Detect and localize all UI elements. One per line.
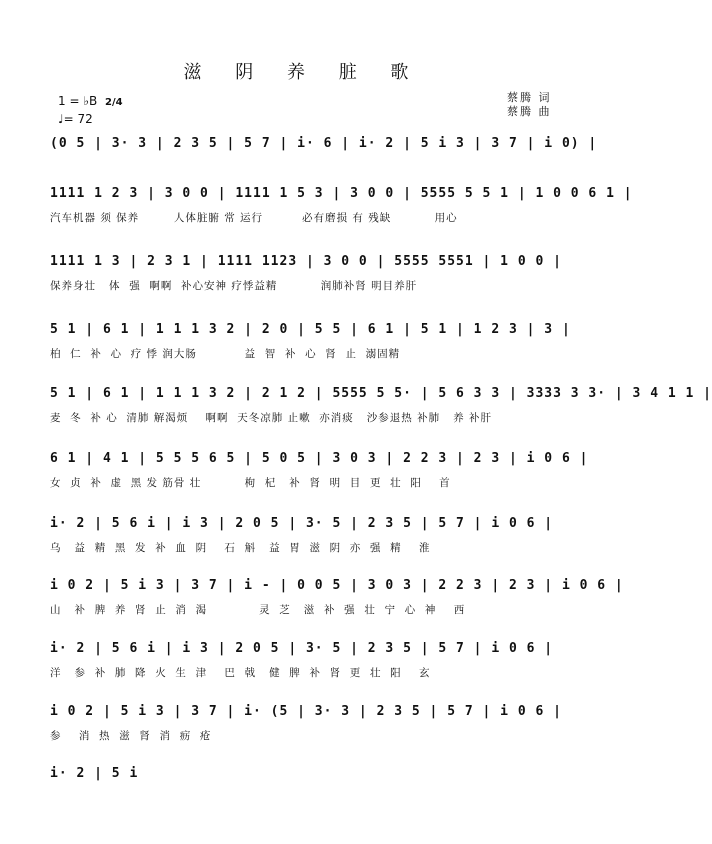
score-line-8	[50, 578, 624, 616]
notation-line: 1111 1 3 | 2 3 1 | 1111 1123 | 3 0 0 | 5555 5551 | 1 0 0 |	[50, 254, 555, 272]
lyrics-line: 保养身壮 体 强 啊啊 补心安神 疗悸益精 润肺补肾 明目养肝	[50, 280, 418, 292]
notation-line: i· 2 | 5 6 i | i 3 | 2 0 5 | 3· 5 | 2 3 5 | 5 7 | i 0 6 |	[50, 516, 555, 534]
notation-line: (0 5 | 3· 3 | 2 3 5 | 5 7 | i· 6 | i· 2 | 5 i 3 | 3 7 | i 0) |	[50, 136, 555, 154]
lyrics-line: 参 消 热 滋 肾 消 疬 疮	[50, 730, 212, 742]
tempo-marking: ♩= 72	[58, 112, 93, 126]
notation-line: i· 2 | 5 6 i | i 3 | 2 0 5 | 3· 5 | 2 3 5 | 5 7 | i 0 6 |	[50, 641, 555, 659]
notation-line: i 0 2 | 5 i 3 | 3 7 | i· (5 | 3· 3 | 2 3 5 | 5 7 | i 0 6 |	[50, 704, 555, 722]
lyrics-line: 山 补 脾 养 肾 止 消 渴 灵 芝 滋 补 强 壮 宁 心 神 西	[50, 604, 466, 616]
key-signature: 1 = ♭B	[58, 94, 98, 108]
score-line-6	[50, 451, 589, 489]
composer-credit: 蔡腾 曲	[507, 105, 552, 118]
notation-line: 6 1 | 4 1 | 5 5 5 6 5 | 5 0 5 | 3 0 3 | 2 2 3 | 2 3 | i 0 6 |	[50, 451, 555, 469]
credits-block	[507, 91, 552, 119]
score-line-3	[50, 254, 562, 292]
lyricist-credit: 蔡腾 词	[507, 91, 552, 104]
score-line-4	[50, 322, 571, 360]
score-line-11	[50, 766, 555, 784]
score-line-10	[50, 704, 562, 742]
notation-line: 1111 1 2 3 | 3 0 0 | 1111 1 5 3 | 3 0 0 | 5555 5 5 1 | 1 0 0 6 1 |	[50, 186, 555, 204]
notation-line: i 0 2 | 5 i 3 | 3 7 | i - | 0 0 5 | 3 0 3 | 2 2 3 | 2 3 | i 0 6 |	[50, 578, 555, 596]
notation-line: 5 1 | 6 1 | 1 1 1 3 2 | 2 1 2 | 5555 5 5· | 5 6 3 3 | 3333 3 3· | 3 4 1 1 |	[50, 386, 555, 404]
notation-line: i· 2 | 5 i	[50, 766, 555, 784]
lyrics-line: 女 贞 补 虚 黑 发 筋骨 壮 枸 杞 补 肾 明 目 更 壮 阳 首	[50, 477, 451, 489]
key-tempo-block	[58, 93, 123, 128]
lyrics-line: 汽车机器 须 保养 人体脏腑 常 运行 必有磨损 有 残缺 用心	[50, 212, 458, 224]
score-line-5	[50, 386, 712, 424]
song-title: 滋 阴 养 脏 歌	[183, 62, 423, 83]
score-line-2	[50, 186, 633, 224]
score-line-9	[50, 641, 555, 679]
lyrics-line: 洋 参 补 肺 降 火 生 津 巴 戟 健 脾 补 肾 更 壮 阳 玄	[50, 667, 431, 679]
lyrics-line: 柏 仁 补 心 疗 悸 润大肠 益 智 补 心 肾 止 溺固精	[50, 348, 401, 360]
notation-line: 5 1 | 6 1 | 1 1 1 3 2 | 2 0 | 5 5 | 6 1 | 5 1 | 1 2 3 | 3 |	[50, 322, 555, 340]
score-line-1	[50, 136, 598, 154]
score-line-7	[50, 516, 555, 554]
lyrics-line: 麦 冬 补 心 清肺 解渴烦 啊啊 天冬凉肺 止嗽 亦消痰 沙参退热 补肺 养 补肝	[50, 412, 492, 424]
time-signature: 2/4	[105, 97, 123, 108]
lyrics-line: 乌 益 精 黑 发 补 血 阴 石 斛 益 胃 滋 阴 亦 强 精 淮	[50, 542, 431, 554]
